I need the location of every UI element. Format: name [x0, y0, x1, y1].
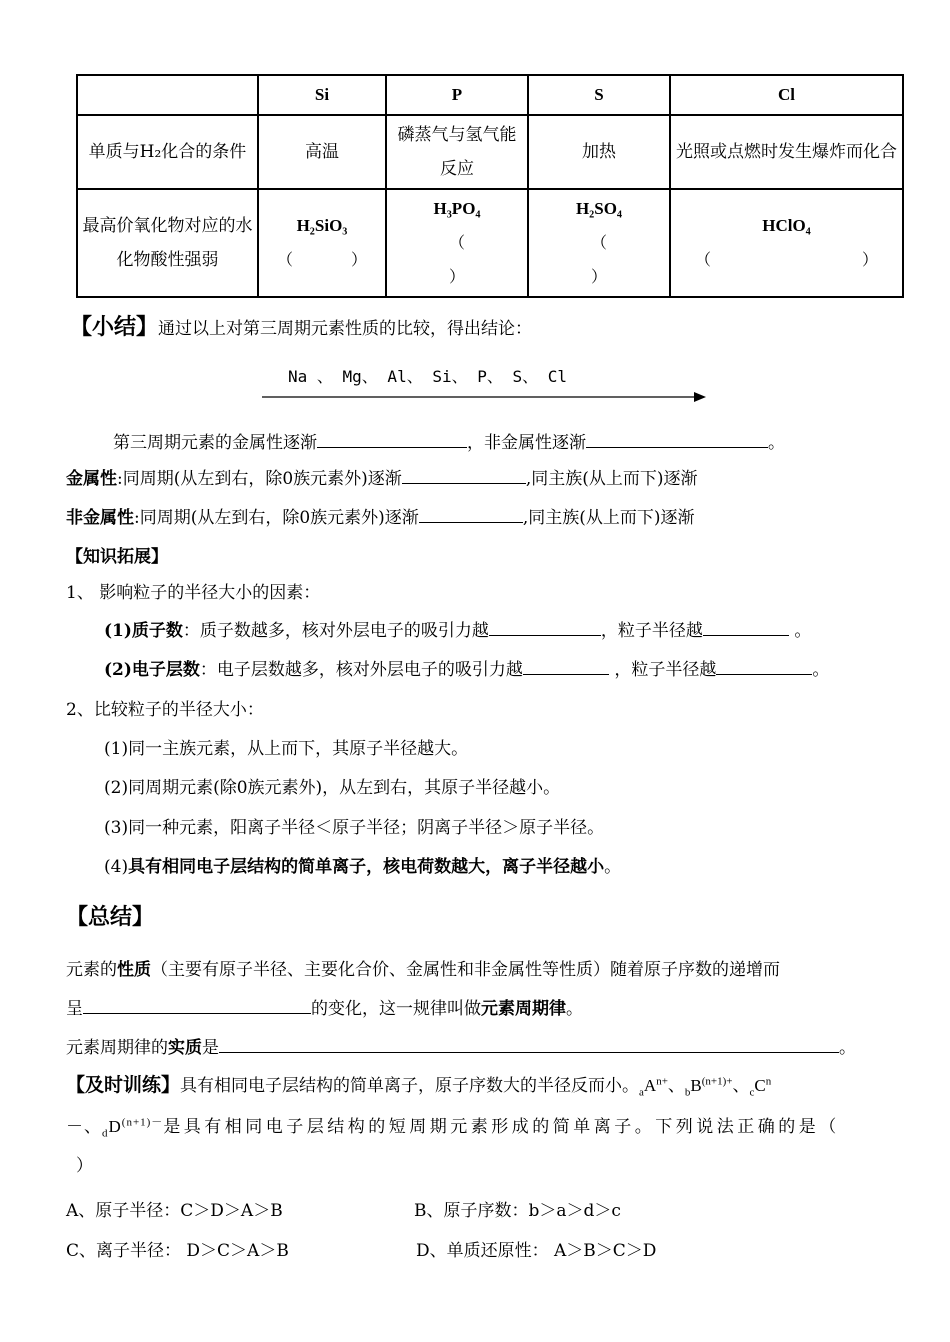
question-text: 是具有相同电子层结构的短周期元素形成的简单离子。下列说法正确的是（ — [163, 1117, 840, 1137]
answer-blank[interactable] — [523, 656, 609, 675]
paren-open: （ — [695, 250, 712, 269]
summary-line1-c: 。 — [768, 433, 785, 453]
row1-si: 高温 — [258, 115, 386, 189]
nonmetal-line — [66, 503, 694, 528]
shell-label: (2)电子层数 — [104, 660, 200, 680]
conclusion-s2a: 呈 — [66, 999, 83, 1019]
answer-blank[interactable] — [419, 504, 523, 523]
ion-d-charge: (n+1)－ — [121, 1116, 164, 1129]
summary-line1 — [113, 428, 785, 453]
paren-blank — [675, 243, 898, 277]
summary-intro: 通过以上对第三周期元素性质的比较，得出结论： — [158, 319, 533, 339]
formula-hclo4: HClO₄ — [762, 216, 811, 235]
row1-cl: 光照或点燃时发生爆炸而化合 — [670, 115, 903, 189]
ion-c-index: c — [749, 1086, 755, 1099]
row1-label: 单质与H₂化合的条件 — [77, 115, 258, 189]
proton-label: (1)质子数 — [104, 621, 183, 641]
table-row — [77, 189, 903, 297]
proton-mid: ，粒子半径越 — [600, 621, 703, 641]
rule-4-prefix: (4) — [104, 857, 129, 877]
ion-c-symbol: C — [754, 1076, 766, 1095]
extension-title: 【知识拓展】 — [66, 547, 168, 567]
metal-line — [66, 464, 697, 489]
summary-line1-b: ，非金属性逐渐 — [467, 433, 586, 453]
answer-blank[interactable] — [489, 617, 601, 636]
ion-a — [639, 1075, 668, 1099]
row1-s: 加热 — [528, 115, 670, 189]
header-p: P — [386, 75, 528, 115]
nonmetal-label: 非金属性 — [66, 508, 134, 528]
rule-3: (3)同一种元素，阳离子半径＜原子半径；阴离子半径＞原子半径。 — [104, 818, 605, 838]
practice-title: 【及时训练】 — [66, 1074, 181, 1096]
conclusion-title: 【总结】 — [66, 904, 155, 930]
ion-d-symbol: D — [108, 1117, 122, 1136]
answer-blank[interactable] — [219, 1034, 839, 1053]
ion-c — [749, 1075, 772, 1099]
arrow-right-icon — [262, 388, 708, 408]
table-header-row — [77, 75, 903, 115]
conclusion-s1b: 性质 — [117, 960, 151, 980]
ion-a-symbol: A — [643, 1076, 657, 1095]
conclusion-s1c: （主要有原子半径、主要化合价、金属性和非金属性等性质）随着原子序数的递增而 — [151, 960, 780, 980]
conclusion-s2b: 的变化，这一规律叫做 — [311, 999, 481, 1019]
metal-text: :同周期(从左到右，除0族元素外)逐渐 — [117, 469, 402, 489]
ion-b — [684, 1075, 733, 1099]
answer-blank[interactable] — [703, 617, 789, 636]
element-sequence: Na 、 Mg、 Al、 Si、 P、 S、 Cl — [288, 367, 568, 386]
conclusion-s3d: 。 — [839, 1038, 856, 1058]
comparison-table — [76, 74, 904, 298]
option-a[interactable]: A、原子半径：C＞D＞A＞B — [66, 1201, 283, 1221]
answer-blank[interactable] — [586, 429, 768, 448]
row1-p: 磷蒸气与氢气能反应 — [386, 115, 528, 189]
rule-4-bold: 具有相同电子层结构的简单离子，核电荷数越大，离子半径越小 — [128, 857, 605, 877]
ion-b-charge: (n+1)+ — [701, 1075, 733, 1088]
table-row — [77, 115, 903, 189]
extension-item1: 1、 影响粒子的半径大小的因素： — [66, 583, 321, 603]
conclusion-s2c: 元素周期律 — [481, 999, 566, 1019]
conclusion-s2d: 。 — [566, 999, 583, 1019]
rule-4-end: 。 — [604, 857, 622, 877]
conclusion-s3a: 元素周期律的 — [66, 1038, 168, 1058]
shell-line — [104, 655, 829, 680]
ion-d-index: d — [102, 1127, 109, 1140]
question-close: ） — [76, 1156, 93, 1176]
conclusion-s3c: 是 — [202, 1038, 219, 1058]
proton-line — [104, 616, 811, 641]
paren-blank — [263, 243, 381, 277]
paren-close: ） — [350, 250, 367, 269]
rule-1: (1)同一主族元素，从上而下，其原子半径越大。 — [104, 739, 469, 759]
ion-c-charge: n — [765, 1075, 772, 1088]
proton-text: ：质子数越多，核对外层电子的吸引力越 — [182, 621, 489, 641]
shell-mid: ，粒子半径越 — [608, 660, 717, 680]
answer-blank[interactable] — [83, 995, 311, 1014]
metal-label: 金属性 — [66, 469, 117, 489]
header-empty — [77, 75, 258, 115]
paren-open: （ — [590, 233, 607, 252]
header-cl: Cl — [670, 75, 903, 115]
option-b[interactable]: B、原子序数：b＞a＞d＞c — [414, 1201, 621, 1221]
paren-open: （ — [277, 250, 294, 269]
header-si: Si — [258, 75, 386, 115]
ion-b-symbol: B — [690, 1076, 702, 1095]
nonmetal-tail: ,同主族(从上而下)逐渐 — [522, 508, 695, 528]
proton-end: 。 — [788, 621, 812, 641]
paren-close: ） — [590, 267, 607, 286]
formula-h2sio3: H₂SiO₃ — [296, 216, 348, 235]
option-d[interactable]: D、单质还原性： A＞B＞C＞D — [416, 1241, 657, 1261]
answer-blank[interactable] — [716, 656, 812, 675]
row2-s — [528, 189, 670, 297]
option-c[interactable]: C、离子半径： D＞C＞A＞B — [66, 1241, 289, 1261]
row2-cl — [670, 189, 903, 297]
practice-line2 — [66, 1112, 840, 1139]
rule-4 — [104, 852, 621, 877]
row2-label: 最高价氧化物对应的水化物酸性强弱 — [77, 189, 258, 297]
paren-close: ） — [448, 267, 465, 286]
summary-heading — [70, 310, 532, 341]
row2-si — [258, 189, 386, 297]
shell-text: ：电子层数越多，核对外层电子的吸引力越 — [199, 660, 523, 680]
rule-2: (2)同周期元素(除0族元素外)，从左到右，其原子半径越小。 — [104, 778, 561, 798]
formula-h3po4: H₃PO₄ — [433, 199, 481, 218]
metal-tail: ,同主族(从上而下)逐渐 — [525, 469, 698, 489]
nonmetal-text: :同周期(从左到右，除0族元素外)逐渐 — [134, 508, 419, 528]
conclusion-line1 — [66, 955, 780, 980]
ion-a-charge: n+ — [656, 1075, 668, 1088]
ion-c-dash: －、 — [66, 1117, 102, 1137]
shell-end: 。 — [812, 660, 830, 680]
extension-item2: 2、比较粒子的半径大小： — [66, 700, 264, 720]
ion-d — [102, 1116, 164, 1140]
answer-blank[interactable] — [317, 429, 467, 448]
summary-title: 【小结】 — [70, 314, 159, 340]
header-s: S — [528, 75, 670, 115]
conclusion-s1a: 元素的 — [66, 960, 117, 980]
paren-open: （ — [448, 233, 465, 252]
conclusion-line3 — [66, 1033, 856, 1058]
answer-blank[interactable] — [402, 465, 526, 484]
ion-b-index: b — [684, 1086, 691, 1099]
summary-line1-a: 第三周期元素的金属性逐渐 — [113, 433, 317, 453]
row2-p — [386, 189, 528, 297]
conclusion-line2 — [66, 994, 583, 1019]
paren-close: ） — [861, 250, 878, 269]
formula-h2so4: H₂SO₄ — [575, 199, 623, 218]
ion-a-index: a — [639, 1086, 644, 1099]
conclusion-s3b: 实质 — [168, 1038, 202, 1058]
practice-line1: 【及时训练】具有相同电子层结构的简单离子，原子序数大的半径反而小。$_aA^{n+}$、$_bB^{(n+1)+}$、$_cC^n$ — [66, 1074, 772, 1099]
practice-intro: 具有相同电子层结构的简单离子，原子序数大的半径反而小。 — [180, 1076, 640, 1096]
